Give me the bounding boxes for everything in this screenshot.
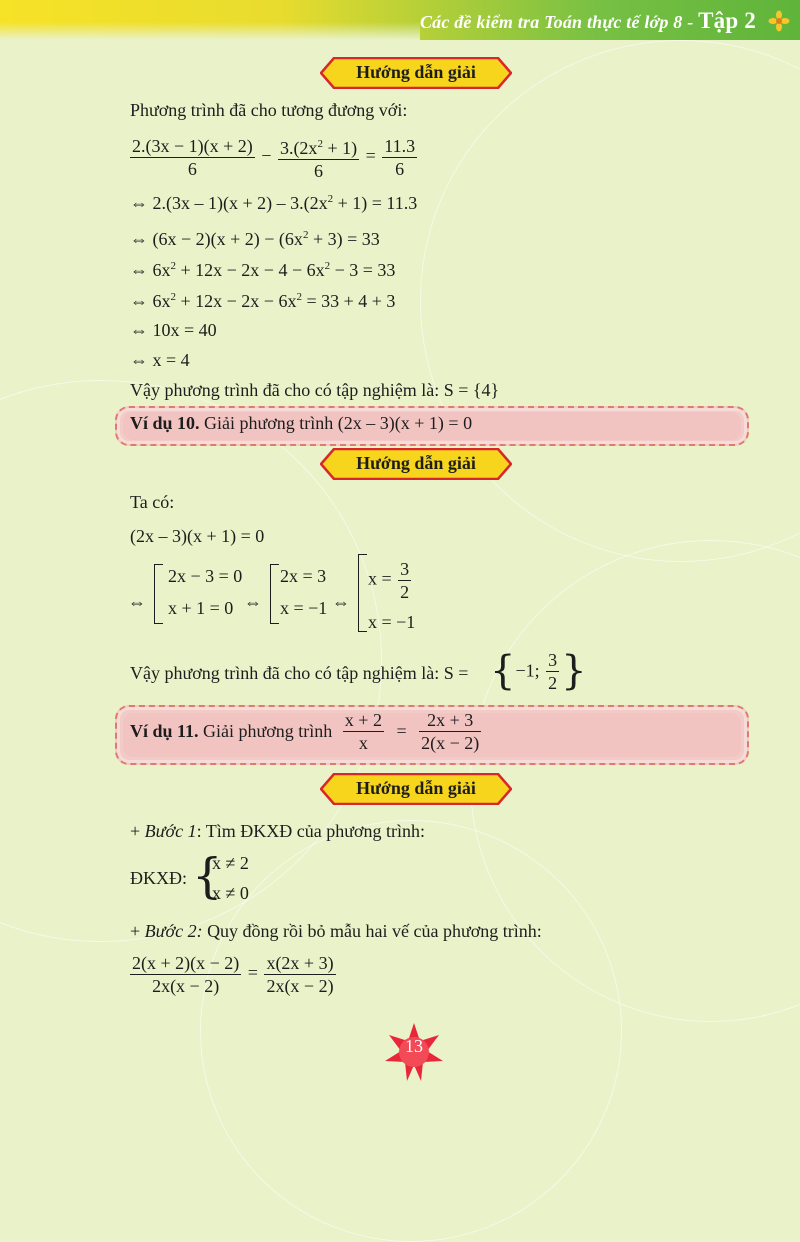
solution-heading-text: Hướng dẫn giải (356, 778, 476, 798)
solution-conclusion: Vậy phương trình đã cho có tập nghiệm là: S = {4} (130, 380, 500, 400)
solution-heading-text: Hướng dẫn giải (356, 62, 476, 82)
solution-conclusion: Vậy phương trình đã cho có tập nghiệm là: S = (130, 663, 469, 683)
condition-row: x ≠ 2 (212, 853, 249, 873)
equation-step: ⇔ x = 4 (130, 350, 190, 370)
solution-heading-text: Hướng dẫn giải (356, 453, 476, 473)
solution-heading (320, 57, 512, 89)
system-row: 2x − 3 = 0 (168, 566, 243, 586)
book-title (420, 8, 756, 34)
fraction: $\frac{11.3}{6}$ (384, 136, 416, 179)
equation-line: (2x – 3)(x + 1) = 0 (130, 526, 265, 546)
background-arc (420, 40, 800, 562)
step-line: + Bước 1: Tìm ĐKXĐ của phương trình: (130, 821, 425, 841)
fraction: $\frac{2(x + 2)(x - 2)}{2x(x - 2)}$ (132, 953, 240, 996)
solution-set: {−1; $\frac{3}{2}$ } (490, 648, 587, 694)
equation-step: ⇔ $6x^2 + 12x - 2x - 4 - 6x^2 - 3 = 33$ (130, 260, 396, 280)
system-row: x = −1 (280, 598, 328, 618)
equation-step: ⇔ $6x^2 + 12x - 2x - 6x^2 = 33 + 4 + 3$ (130, 291, 396, 311)
solution-heading (320, 448, 512, 480)
system-row: 2x = 3 (280, 566, 327, 586)
page-number: 13 (405, 1036, 423, 1056)
example-title: Ví dụ 11. Giải phương trình $\frac{x + 2}{x}$ = $\frac{2x + 3}{2(x - 2)}$ (130, 710, 480, 753)
system-row: x + 1 = 0 (168, 598, 234, 618)
equation-step: ⇔ 10x = 40 (130, 320, 217, 340)
fraction: $\frac{x + 2}{x}$ (344, 710, 382, 753)
book-volume: Tập 2 (698, 8, 756, 33)
example-label: Ví dụ 10. (130, 413, 200, 433)
condition-row: x ≠ 0 (212, 883, 249, 903)
header-fade (0, 22, 420, 40)
step-line: + Bước 2: Quy đồng rồi bỏ mẫu hai vế của phương trình: (130, 921, 542, 941)
flower-icon (768, 10, 790, 32)
solution-intro: Phương trình đã cho tương đương với: (130, 100, 408, 120)
equation-fractions: $\frac{2.(3x - 1)(x + 2)}{6}$ − $\frac{3.(2x^2 + 1)}{6}$ = $\frac{11.3}{6}$ (128, 133, 419, 182)
equivalence-symbol: ⇔ (332, 592, 350, 612)
step-label: Bước 2: (144, 921, 203, 941)
fraction: $\frac{2.(3x - 1)(x + 2)}{6}$ (132, 136, 253, 179)
example-text: Giải phương trình (2x – 3)(x + 1) = 0 (204, 413, 473, 433)
equivalence-symbol: ⇔ (244, 592, 262, 612)
fraction: $\frac{x(2x + 3)}{2x(x - 2)}$ (266, 953, 334, 996)
system-bracket (358, 554, 367, 632)
example-label: Ví dụ 11. (130, 721, 199, 741)
solution-intro: Ta có: (130, 492, 175, 512)
example-text: Giải phương trình (203, 721, 333, 741)
system-bracket (270, 564, 279, 624)
dkxd-label: ĐKXĐ: (130, 868, 187, 888)
step-label: Bước 1 (144, 821, 197, 841)
equation-step: ⇔ $(6x - 2)(x + 2) - (6x^2 + 3) = 33$ (130, 229, 380, 249)
book-title-text: Các đề kiểm tra Toán thực tế lớp 8 - (419, 12, 694, 32)
fraction: $\frac{3}{2}$ (400, 559, 410, 602)
equivalence-symbol: ⇔ (128, 592, 146, 612)
system-bracket (154, 564, 163, 624)
system-brace: { (192, 848, 223, 904)
fraction: $\frac{3.(2x^2 + 1)}{6}$ (278, 133, 359, 182)
fraction: $\frac{3}{2}$ (548, 649, 558, 693)
equation-step: ⇔ $2.(3x - 1)(x + 2) - 3.(2x^2 + 1) = 11.3$ (130, 193, 418, 213)
example-title (130, 413, 472, 434)
system-row: x = $\frac{3}{2}$ (368, 559, 410, 602)
equation-fractions: $\frac{2(x + 2)(x - 2)}{2x(x - 2)}$ = $\frac{x(2x + 3)}{2x(x - 2)}$ (132, 953, 334, 996)
system-row: x = −1 (368, 612, 416, 632)
solution-heading (320, 773, 512, 805)
fraction: $\frac{2x + 3}{2(x - 2)}$ (421, 710, 480, 753)
